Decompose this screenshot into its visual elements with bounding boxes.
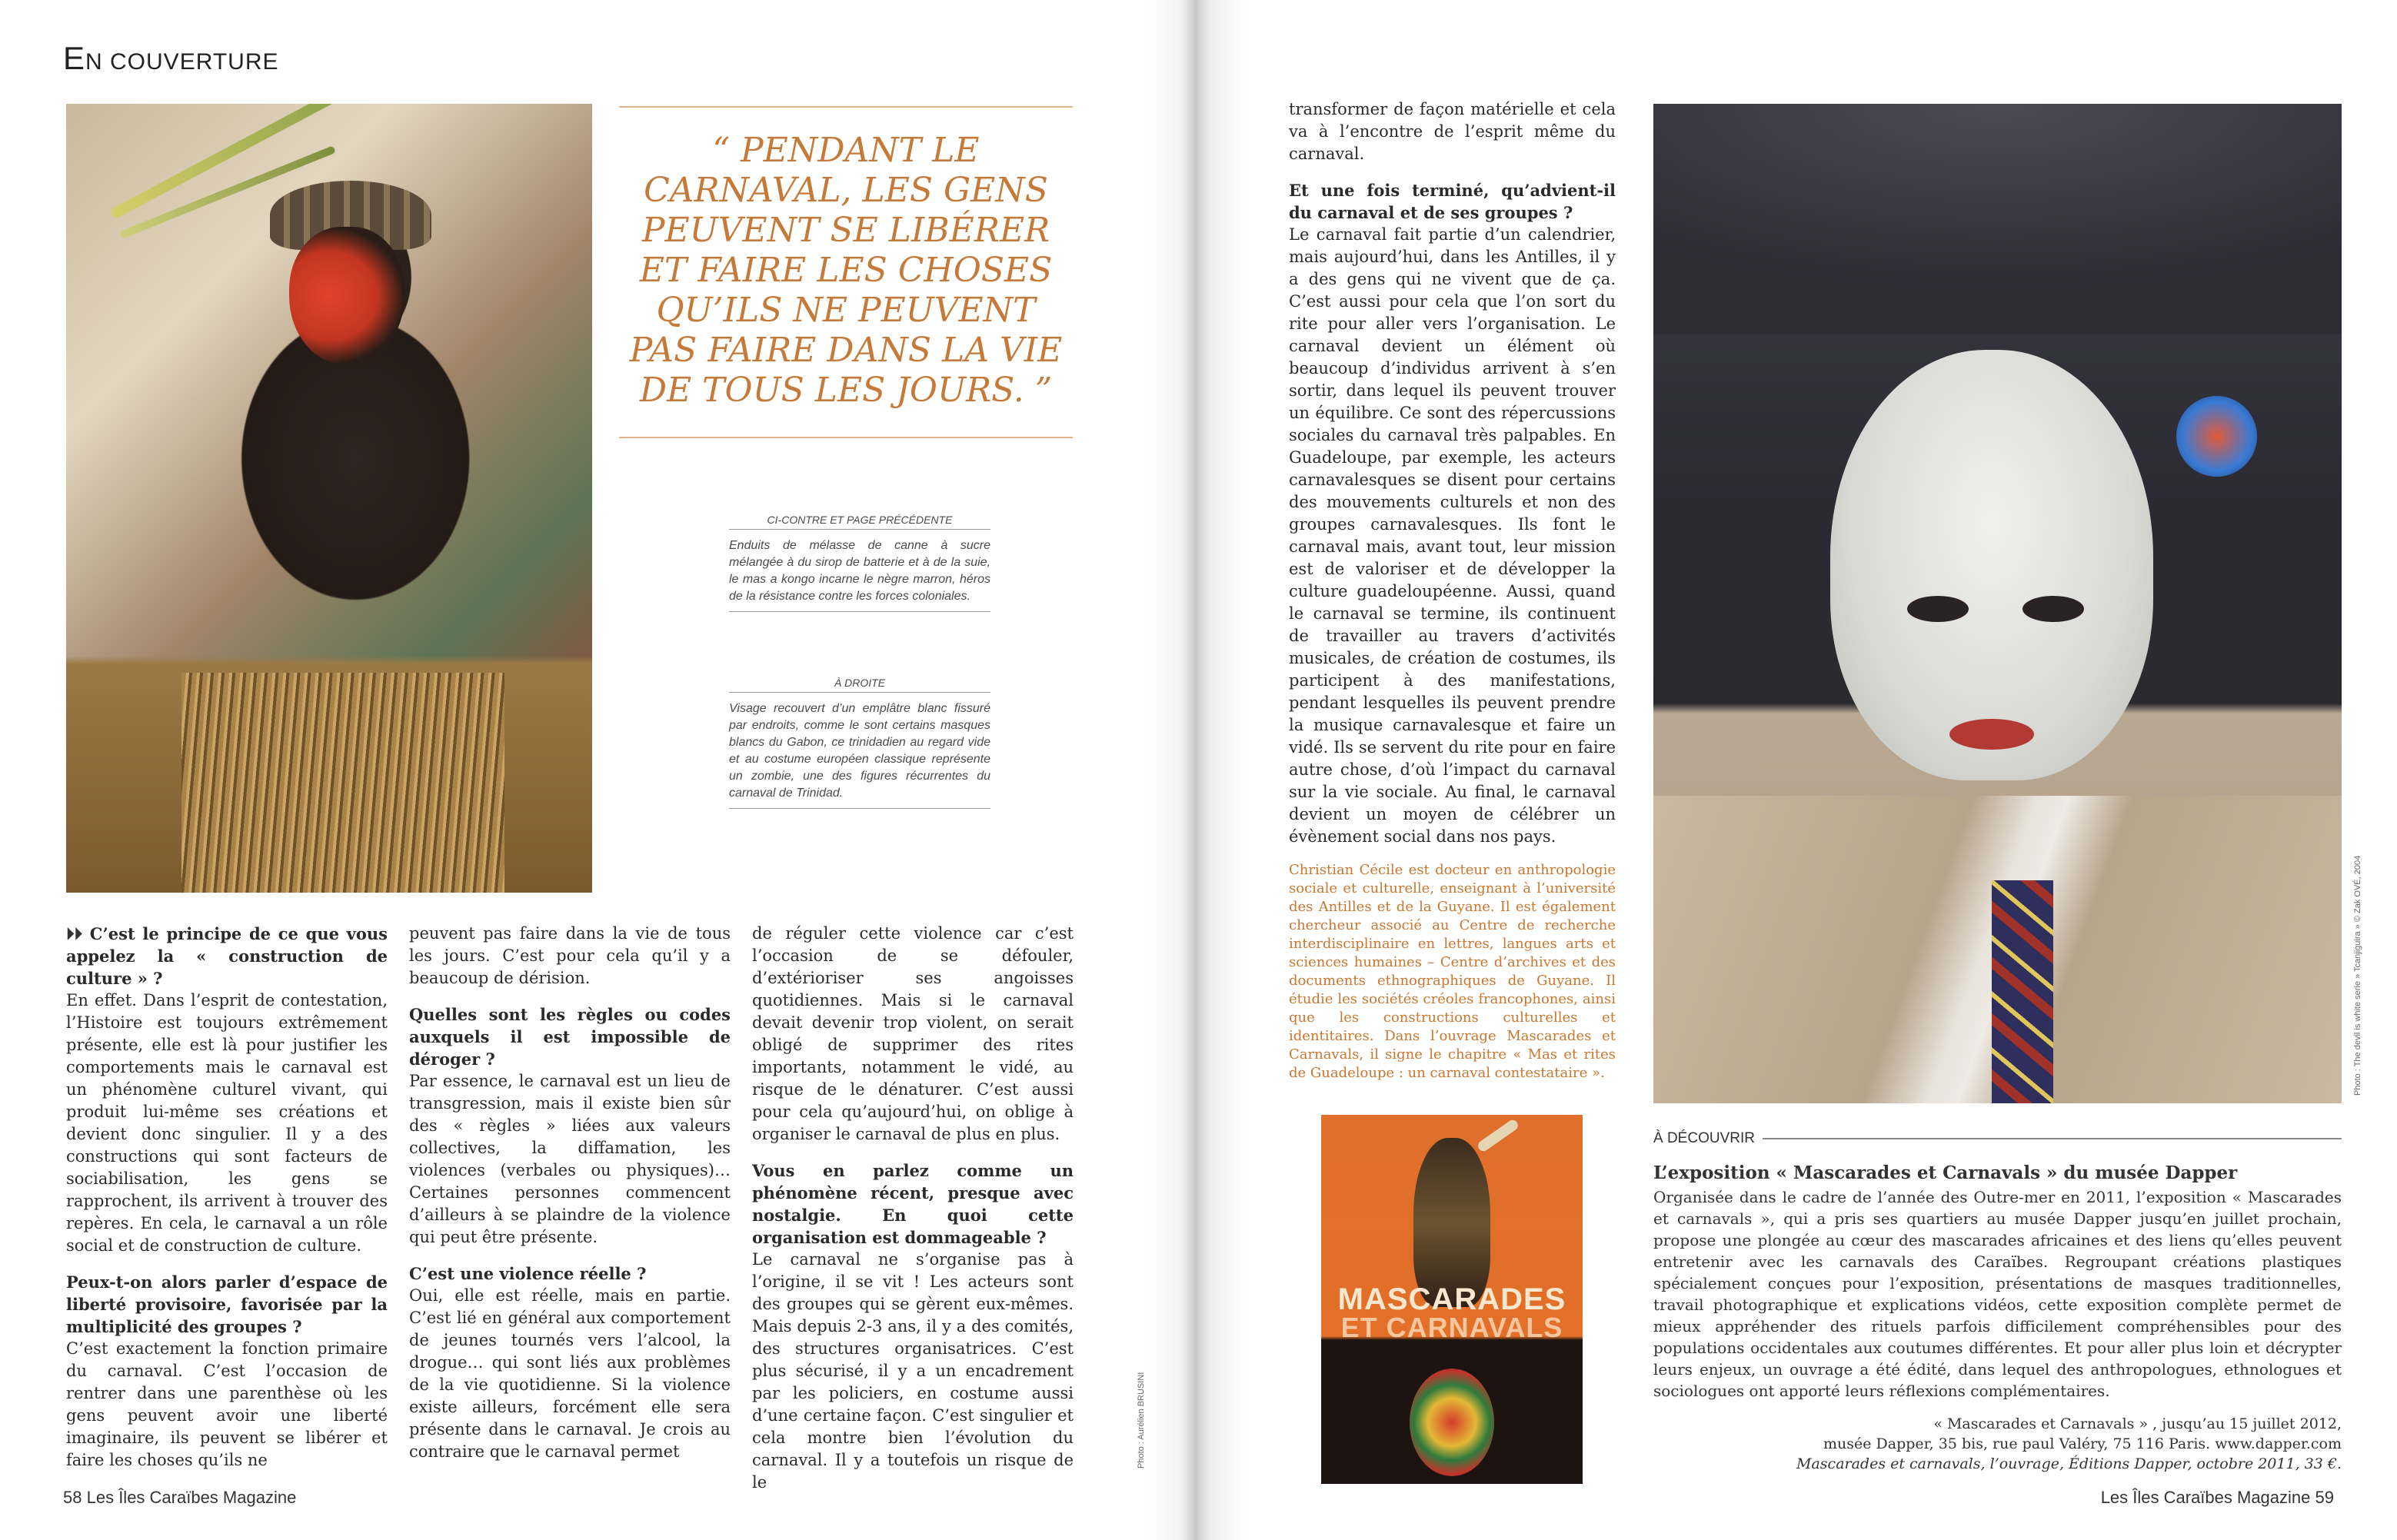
author-bio: Christian Cécile est docteur en anthropologie sociale et culturelle, enseignant à l’université des Antilles et de la Guyane. Il est également chercheur associé au Centre de recherche interdisciplinaire en lettres, langues arts et sciences humaines – Centre d’archives et des documents ethnographiques de Guyane. Il étudie les sociétés créoles francophones, ainsi que les constructions culturelles et identitaires. Dans l’ouvrage Mascarades et Carnavals, il signe le chapitre « Mas et rites de Guadeloupe : un carnaval contestataire ». <box>1289 862 1616 1081</box>
photo-mas-a-kongo <box>66 104 592 893</box>
discover-body: Organisée dans le cadre de l’année des Outre-mer en 2011, l’exposition « Mascarades et carnavals », qui a pris ses quartiers au musée Dapper jusqu’en juillet prochain, propose une plongée au cœur des mascarades africaines et des liens qu’elles peuvent entretenir avec les carnavals des Caraïbes. Regroupant créations plastiques spécialement conçues pour l’exposition, présentations de masques traditionnelles, travail photographique et explications vidéos, cette exposition complète permet de mieux appréhender des rituels parfois difficilement compréhensibles pour des populations occidentales aux coutumes différentes. Et pour aller plus loin et décrypter leurs enjeux, un ouvrage a été édité, dans lequel des anthropologues, ethnologues et sociologues ont apporté leurs réflexions complémentaires. <box>1653 1188 2342 1400</box>
double-arrow-icon: ⏵⏵ <box>66 924 82 943</box>
quote-rule-bottom <box>619 437 1073 438</box>
interview-answer: Le carnaval fait partie d’un calendrier, mais aujourd’hui, dans les Antilles, il y a des gens qui ne vivent que de ça. C’est aussi pour cela que l’on sort du rite pour aller vers l’organisation. Le carnaval devient un élément où beaucoup d’individus arrivent à s’en sortir, dans lequel ils peuvent trouver un équilibre. Ce sont des répercussions sociales du carnaval très palpables. En Guadeloupe, par exemple, les acteurs carnavalesques se disent pour certains des mouvements culturels et non des groupes carnavalesques. Ils font le carnaval mais, avant tout, leur mission est de valoriser et de développer la culture guadeloupéenne. Aussi, quand le carnaval se termine, ils continuent de travailler au travers d’activités musicales, de création de costumes, ils participent à des manifestations, pendant lesquelles ils peuvent prendre la musique carnavalesque et faire un vidé. Ils se servent du rite pour en faire autre chose, d’où l’impact du carnaval sur la vie sociale. Au final, le carnaval devient un moyen de célébrer un évènement social dans nos pays. <box>1289 225 1616 846</box>
interview-question: Et une fois terminé, qu’advient-il du carnaval et de ses groupes ? <box>1289 181 1616 222</box>
interview-question: ⏵⏵ C’est le principe de ce que vous appelez la « construction de culture » ? <box>66 924 388 988</box>
discover-rule <box>1763 1138 2342 1139</box>
caption-left-photo <box>729 514 990 612</box>
interview-answer: Le carnaval ne s’organise pas à l’origine, il se vit ! Les acteurs sont des groupes qui se gèrent eux-mêmes. Mais depuis 2-3 ans, il y a des comités, des structures organisatrices. C’est plus sécurisé, il y a un encadrement par les policiers, en costume aussi d’une certaine façon. C’est singulier et cela montre bien l’évolution du carnaval. Il y a toutefois un risque de le <box>752 1250 1074 1492</box>
interview-question: Peux-t-on alors parler d’espace de liberté provisoire, favorisée par la multiplicité des groupes ? <box>66 1272 388 1336</box>
article-column-2 <box>409 923 731 1463</box>
caption-text: Visage recouvert d’un emplâtre blanc fissuré par endroits, comme le sont certains masques blancs du Gabon, ce trinidadien au regard vide et au costume européen classique représente un zombie, une des figures récurrentes du carnaval de Trinidad. <box>729 693 990 809</box>
caption-label: À DROITE <box>729 677 990 693</box>
article-column-3 <box>752 923 1074 1494</box>
book-title-line2: ET CARNAVALS <box>1340 1312 1563 1343</box>
photo-white-face-zombie <box>1653 104 2342 1103</box>
caption-label: CI-CONTRE ET PAGE PRÉCÉDENTE <box>729 514 990 530</box>
interview-answer: Par essence, le carnaval est un lieu de transgression, mais il existe bien sûr des « règles » liées aux valeurs collectives, la diffamation, les violences (verbales ou physiques)… Certaines personnes commencent d’ailleurs à se plaindre de la violence qui peut être présente. <box>409 1072 731 1246</box>
interview-question: Vous en parlez comme un phénomène récent, presque avec nostalgie. En quoi cette organisation est dommageable ? <box>752 1161 1074 1247</box>
interview-answer: Oui, elle est réelle, mais en partie. C’est lié en général aux comportement de jeunes tournés vers l’alcool, la drogue… qui sont liés aux problèmes de la vie quotidienne. Si la violence existe ailleurs, forcément elle sera présente dans le carnaval. Je crois au contraire que le carnaval permet <box>409 1286 731 1461</box>
exhibition-info <box>1653 1414 2342 1474</box>
interview-question: Quelles sont les règles ou codes auxquels il est impossible de déroger ? <box>409 1005 731 1069</box>
painted-mask-face <box>1410 1369 1494 1476</box>
discover-title: L’exposition « Mascarades et Carnavals » du musée Dapper <box>1653 1162 2238 1183</box>
page-gutter <box>1146 0 1246 1540</box>
straw-skirt <box>181 673 504 893</box>
article-column-4 <box>1289 98 1616 848</box>
interview-answer: En effet. Dans l’esprit de contestation, l’Histoire est toujours extrêmement présente, elle est là pour justifier les comportements mais le carnaval est un phénomène culturel vivant, qui produit lui-même ses créations et devient donc singulier. Il y a des constructions qui sont facteurs de sociabilisation, les gens se rapprochent, ils arrivent à trouver des repères. En cela, le carnaval a un rôle social et de construction de culture. <box>66 991 388 1255</box>
eye <box>2022 596 2084 622</box>
pull-quote <box>619 106 1073 411</box>
pull-quote-text: “ PENDANT LE CARNAVAL, LES GENS PEUVENT SE LIBÉRER ET FAIRE LES CHOSES QU’ILS NE PEUVENT PAS FAIRE DANS LA VIE DE TOUS LES JOURS. ” <box>629 131 1063 410</box>
mouth <box>1949 719 2034 750</box>
african-mask <box>1413 1138 1490 1307</box>
badge-pin <box>2176 396 2257 477</box>
photo-credit-left: Photo : Aurélien BRUSINI <box>1137 1372 1146 1468</box>
page-folio-right <box>2101 1488 2334 1508</box>
discover-box <box>1653 1130 2342 1474</box>
page-number: 58 <box>63 1488 82 1507</box>
discover-label: À DÉCOUVRIR <box>1653 1130 1755 1146</box>
book-reference: Mascarades et carnavals, l’ouvrage, Éditions Dapper, octobre 2011, 33 €. <box>1796 1455 2342 1472</box>
necktie <box>1992 880 2053 1103</box>
exhibition-dates: « Mascarades et Carnavals » , jusqu’au 15 juillet 2012, <box>1933 1415 2342 1432</box>
page-folio-left <box>63 1488 296 1508</box>
interview-answer: transformer de façon matérielle et cela va à l’encontre de l’esprit même du carnaval. <box>1289 100 1616 163</box>
left-page <box>0 0 1184 1540</box>
caption-right-photo <box>729 677 990 809</box>
interview-answer: de réguler cette violence car c’est l’occasion de se défouler, d’extérioriser ses angoisses quotidiennes. Mais si le carnaval devait devenir trop violent, on serait obligé de supprimer des rites importants, notamment le vidé, au risque de le dénaturer. C’est aussi pour cela qu’aujourd’hui, on oblige à organiser le carnaval de plus en plus. <box>752 924 1074 1143</box>
article-column-1 <box>66 923 388 1472</box>
discover-header <box>1653 1130 2342 1147</box>
quote-rule-top <box>619 106 1073 108</box>
photo-credit-right: Photo : The devil is white serie » Tcanjiguira » © Zak OVÉ, 2004 <box>2353 855 2362 1096</box>
page-number: 59 <box>2315 1488 2334 1507</box>
interview-answer: peuvent pas faire dans la vie de tous les jours. C’est pour cela qu’il y a beaucoup de dérision. <box>409 924 731 987</box>
umbrella <box>1653 104 2342 334</box>
section-heading: EN COUVERTURE <box>63 40 279 76</box>
mask-horn <box>1476 1118 1520 1153</box>
caption-text: Enduits de mélasse de canne à sucre mélangée à du sirop de batterie et à de la suie, le mas a kongo incarne le nègre marron, héros de la résistance contre les forces coloniales. <box>729 530 990 612</box>
white-painted-head <box>1830 350 2153 780</box>
interview-answer: C’est exactement la fonction primaire du carnaval. C’est l’occasion de rentrer dans une parenthèse où les gens peuvent avoir une liberté imaginaire, ils peuvent se libérer et faire les choses qu’ils ne <box>66 1339 388 1469</box>
magazine-name: Les Îles Caraïbes Magazine <box>2100 1488 2311 1507</box>
exhibition-address: musée Dapper, 35 bis, rue paul Valéry, 75 116 Paris. www.dapper.com <box>1823 1435 2342 1452</box>
eye <box>1907 596 1969 622</box>
book-cover-mascarades-et-carnavals <box>1321 1115 1583 1484</box>
painted-face <box>289 227 404 365</box>
interview-question: C’est une violence réelle ? <box>409 1264 647 1283</box>
magazine-name: Les Îles Caraïbes Magazine <box>86 1488 297 1507</box>
book-title-line1: MASCARADES <box>1337 1282 1566 1316</box>
